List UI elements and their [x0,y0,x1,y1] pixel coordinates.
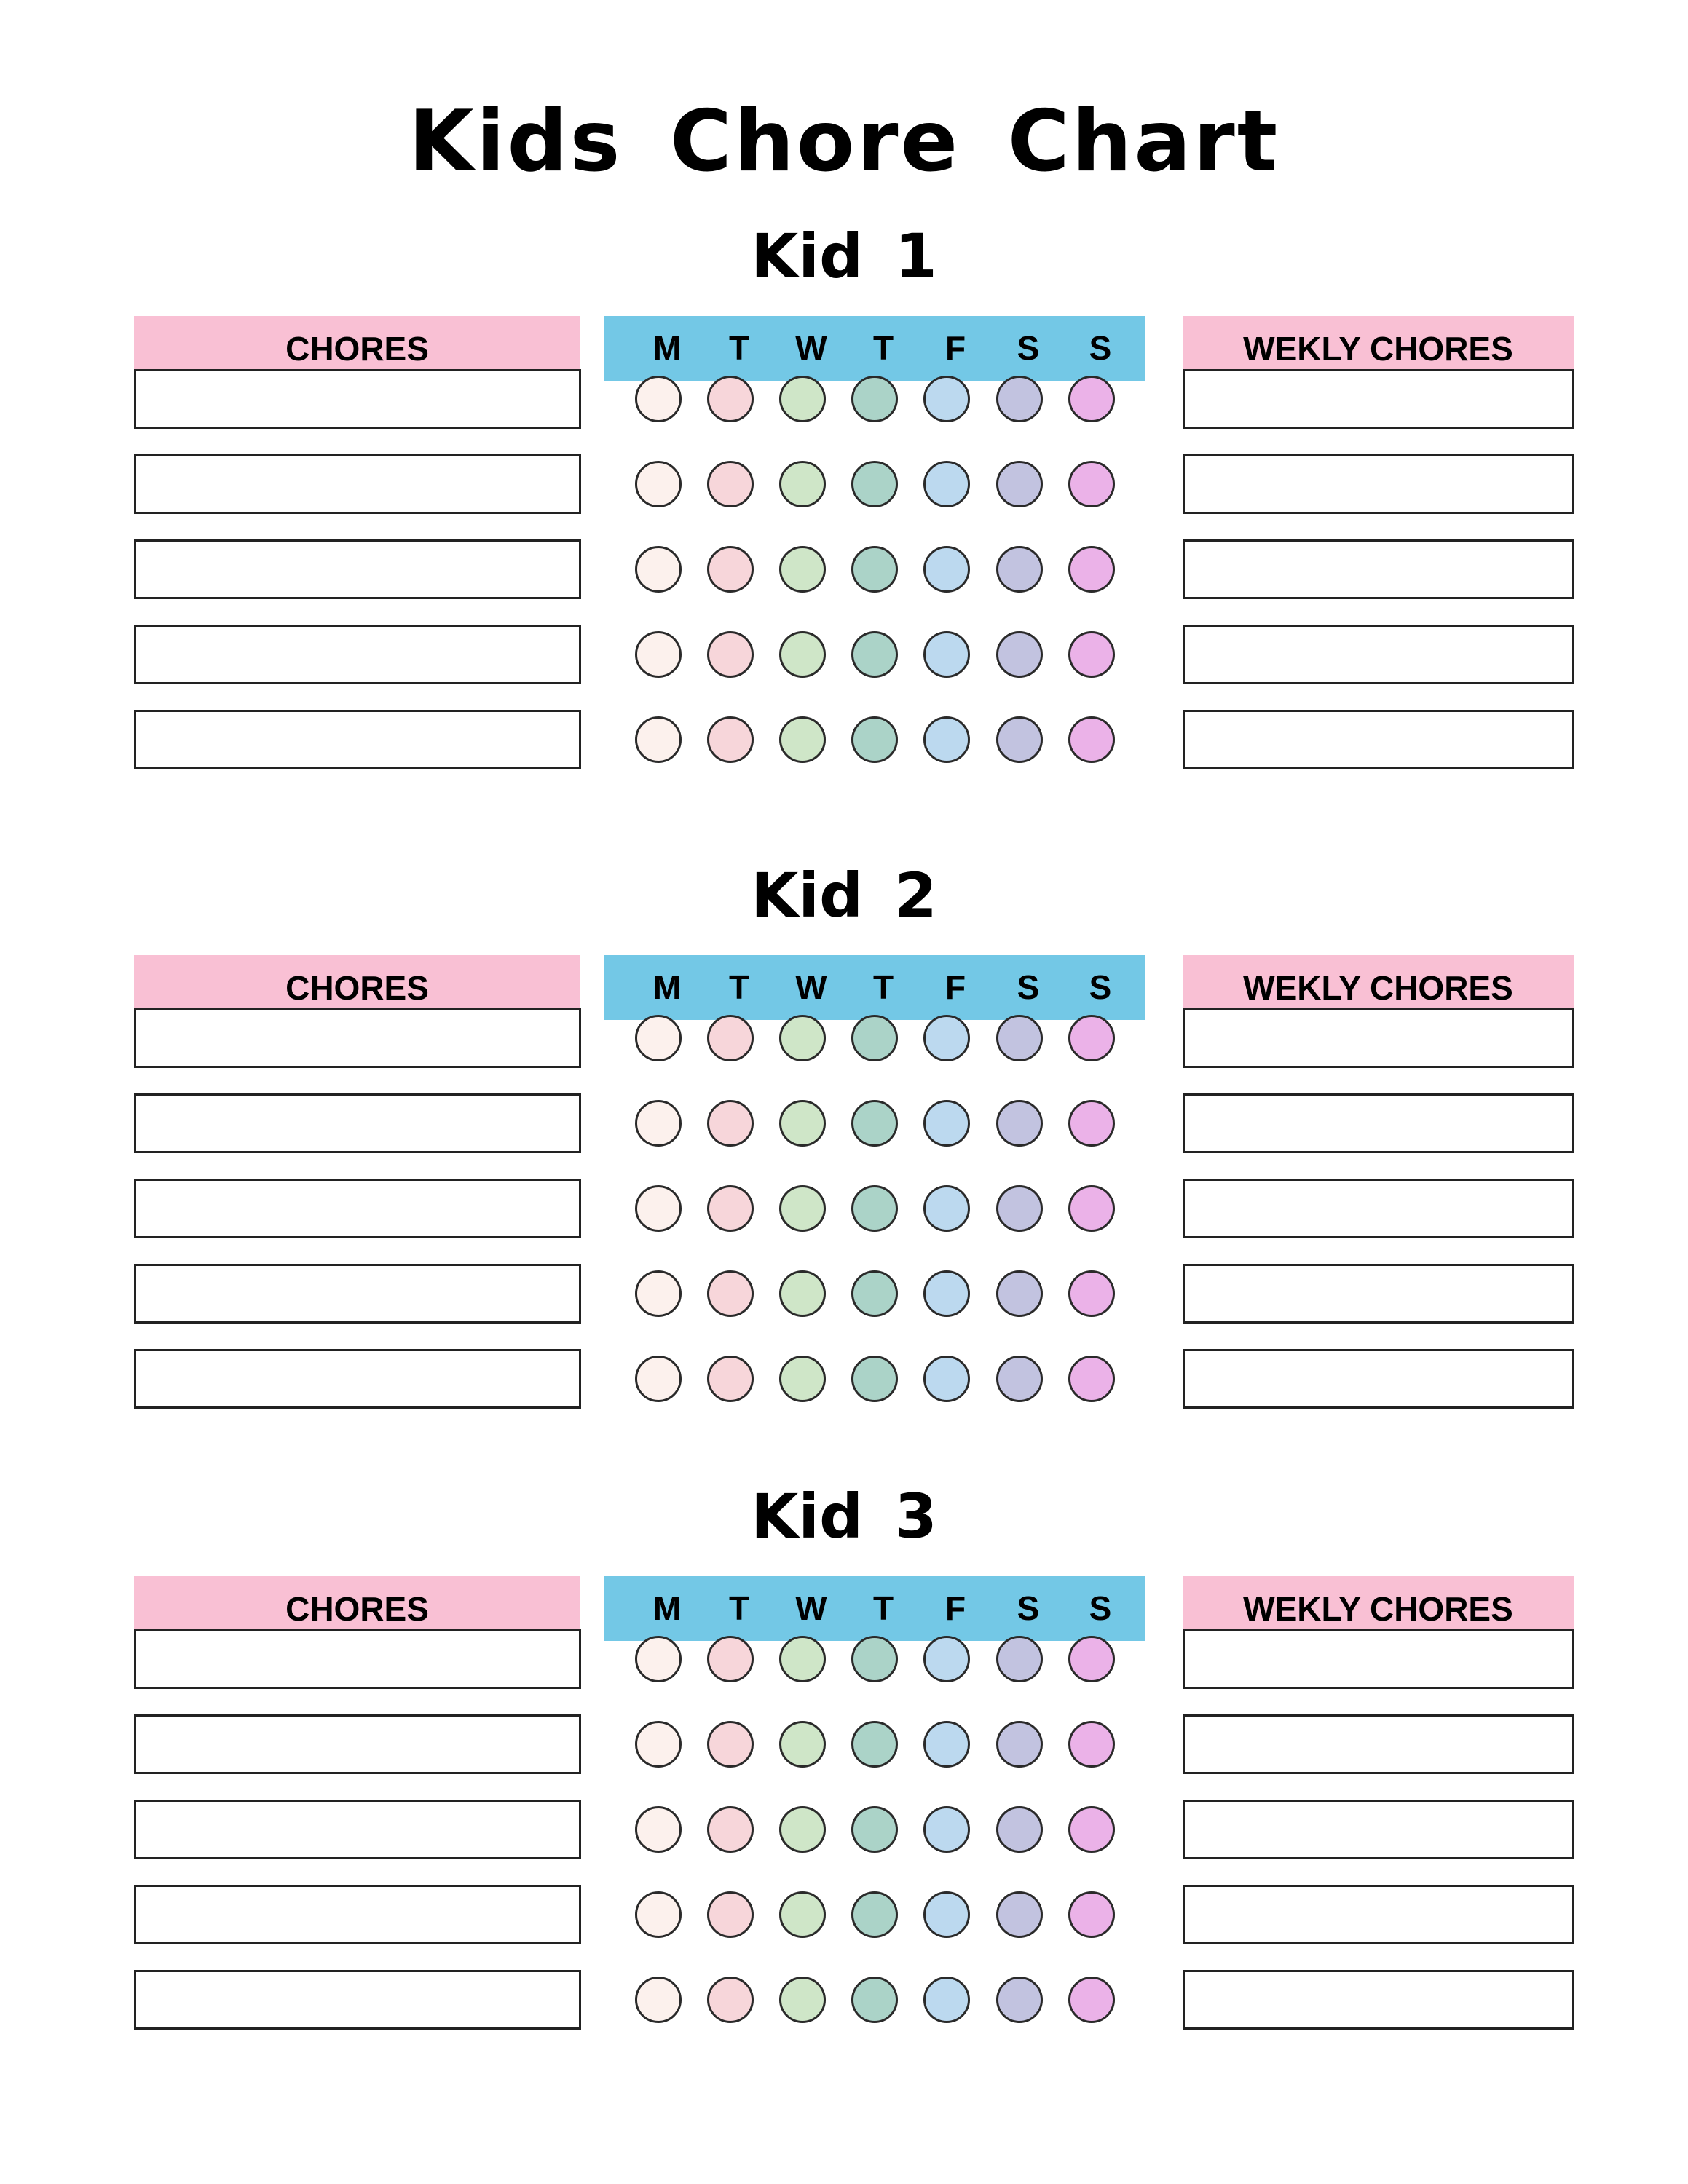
day-checkbox[interactable] [1068,1891,1115,1938]
weekly-chore-entry-field[interactable] [1183,1800,1574,1859]
weekly-chore-entry-field[interactable] [1183,710,1574,769]
day-checkbox[interactable] [707,461,754,507]
day-checkbox[interactable] [923,1636,970,1682]
day-checkbox[interactable] [779,1185,826,1232]
day-checkbox[interactable] [635,716,682,763]
day-checkbox[interactable] [779,461,826,507]
day-checkbox[interactable] [635,631,682,678]
day-checkbox[interactable] [851,1100,898,1147]
day-checkbox[interactable] [923,546,970,593]
day-checkbox[interactable] [779,1356,826,1402]
day-checkbox[interactable] [779,1977,826,2023]
days-header [604,1576,1145,1641]
day-checkbox[interactable] [996,1891,1043,1938]
day-label: T [872,968,894,1006]
day-checkbox[interactable] [851,1806,898,1853]
day-checkbox[interactable] [923,1977,970,2023]
day-label: S [1089,968,1112,1006]
day-checkbox[interactable] [707,1806,754,1853]
day-checkbox[interactable] [707,1721,754,1768]
day-checkbox[interactable] [779,1015,826,1061]
day-checkbox[interactable] [851,631,898,678]
day-checkbox[interactable] [996,1100,1043,1147]
weekly-chores-header: WEKLY CHORES [1183,1576,1574,1641]
weekly-chore-entry-field[interactable] [1183,1714,1574,1774]
chore-entry-field[interactable] [134,1093,581,1153]
day-checkbox[interactable] [779,631,826,678]
day-checkbox[interactable] [779,1270,826,1317]
day-checkbox[interactable] [851,461,898,507]
day-checkbox[interactable] [923,1806,970,1853]
day-label: T [728,1589,750,1627]
day-checkbox[interactable] [923,1015,970,1061]
day-checkbox[interactable] [1068,376,1115,422]
day-checkbox[interactable] [635,546,682,593]
day-label: S [1089,329,1112,367]
day-checkbox[interactable] [635,1891,682,1938]
weekly-chore-entry-field[interactable] [1183,1629,1574,1689]
days-header [604,955,1145,1020]
kid-section [0,223,1688,878]
day-checkbox[interactable] [707,546,754,593]
day-checkbox[interactable] [1068,631,1115,678]
day-checkbox[interactable] [923,1721,970,1768]
chore-entry-field[interactable] [134,1629,581,1689]
day-checkbox[interactable] [779,376,826,422]
day-checkbox[interactable] [996,376,1043,422]
day-checkbox[interactable] [707,716,754,763]
weekly-chore-entry-field[interactable] [1183,625,1574,684]
day-checkbox[interactable] [1068,461,1115,507]
day-checkbox[interactable] [996,1636,1043,1682]
chore-entry-field[interactable] [134,539,581,599]
weekly-chore-entry-field[interactable] [1183,454,1574,514]
day-checkbox[interactable] [1068,1721,1115,1768]
chore-entry-field[interactable] [134,1264,581,1324]
weekly-chore-entry-field[interactable] [1183,1008,1574,1068]
weekly-chore-entry-field[interactable] [1183,369,1574,429]
day-checkbox[interactable] [635,1636,682,1682]
kid-section [0,1483,1688,2138]
day-label: W [795,1589,827,1627]
day-checkbox[interactable] [707,1185,754,1232]
day-checkbox[interactable] [635,1356,682,1402]
day-label: W [795,329,827,367]
day-label: W [795,968,827,1006]
day-checkbox[interactable] [779,716,826,763]
chore-entry-field[interactable] [134,1714,581,1774]
day-label: T [728,329,750,367]
day-checkbox[interactable] [996,1015,1043,1061]
chore-entry-field[interactable] [134,369,581,429]
day-checkbox[interactable] [635,1185,682,1232]
day-checkbox[interactable] [779,1100,826,1147]
day-checkbox[interactable] [779,1891,826,1938]
day-checkbox[interactable] [996,1356,1043,1402]
day-checkbox[interactable] [779,546,826,593]
day-label: S [1017,968,1040,1006]
day-checkbox[interactable] [635,376,682,422]
day-checkbox[interactable] [851,1636,898,1682]
chore-entry-field[interactable] [134,1800,581,1859]
day-checkbox[interactable] [851,1185,898,1232]
day-checkbox[interactable] [779,1806,826,1853]
chore-entry-field[interactable] [134,625,581,684]
day-label: M [652,1589,682,1627]
day-checkbox[interactable] [635,1015,682,1061]
day-label: F [944,1589,966,1627]
day-checkbox[interactable] [851,716,898,763]
day-checkbox[interactable] [635,1806,682,1853]
day-label: S [1017,1589,1040,1627]
page-title: Kids Chore Chart [408,92,1280,191]
day-checkbox[interactable] [635,1270,682,1317]
day-checkbox[interactable] [996,1185,1043,1232]
chores-header: CHORES [134,955,580,1020]
day-checkbox[interactable] [996,546,1043,593]
day-checkbox[interactable] [923,1100,970,1147]
day-label: M [652,329,682,367]
weekly-chore-entry-field[interactable] [1183,539,1574,599]
chores-header: CHORES [134,1576,580,1641]
chore-entry-field[interactable] [134,1179,581,1238]
day-label: T [872,1589,894,1627]
day-label: T [872,329,894,367]
chore-entry-field[interactable] [134,1885,581,1944]
day-checkbox[interactable] [1068,1806,1115,1853]
day-checkbox[interactable] [996,1721,1043,1768]
day-checkbox[interactable] [851,1977,898,2023]
day-label: F [944,968,966,1006]
day-checkbox[interactable] [635,1721,682,1768]
day-checkbox[interactable] [1068,716,1115,763]
day-checkbox[interactable] [923,461,970,507]
day-checkbox[interactable] [1068,1356,1115,1402]
day-checkbox[interactable] [1068,1977,1115,2023]
day-checkbox[interactable] [1068,1185,1115,1232]
chore-entry-field[interactable] [134,454,581,514]
day-checkbox[interactable] [707,1100,754,1147]
chore-entry-field[interactable] [134,1970,581,2030]
day-checkbox[interactable] [851,1270,898,1317]
weekly-chore-entry-field[interactable] [1183,1349,1574,1409]
day-checkbox[interactable] [635,1977,682,2023]
day-checkbox[interactable] [635,461,682,507]
weekly-chore-entry-field[interactable] [1183,1264,1574,1324]
days-header [604,316,1145,381]
kid-section [0,862,1688,1517]
day-checkbox[interactable] [923,1356,970,1402]
day-checkbox[interactable] [707,1270,754,1317]
kid-title: Kid 2 [751,860,937,931]
day-checkbox[interactable] [996,1977,1043,2023]
day-checkbox[interactable] [996,716,1043,763]
day-checkbox[interactable] [1068,1015,1115,1061]
day-checkbox[interactable] [1068,1100,1115,1147]
day-label: T [728,968,750,1006]
day-checkbox[interactable] [923,1185,970,1232]
kid-title: Kid 3 [751,1481,937,1552]
kid-title: Kid 1 [751,221,937,292]
day-checkbox[interactable] [1068,546,1115,593]
day-checkbox[interactable] [851,546,898,593]
day-checkbox[interactable] [1068,1636,1115,1682]
weekly-chores-header: WEKLY CHORES [1183,955,1574,1020]
day-checkbox[interactable] [923,376,970,422]
chore-entry-field[interactable] [134,710,581,769]
day-checkbox[interactable] [923,1270,970,1317]
day-label: M [652,968,682,1006]
day-checkbox[interactable] [923,1891,970,1938]
day-checkbox[interactable] [707,376,754,422]
weekly-chore-entry-field[interactable] [1183,1179,1574,1238]
day-checkbox[interactable] [635,1100,682,1147]
day-checkbox[interactable] [1068,1270,1115,1317]
day-checkbox[interactable] [923,716,970,763]
day-checkbox[interactable] [851,1356,898,1402]
chore-entry-field[interactable] [134,1008,581,1068]
weekly-chore-entry-field[interactable] [1183,1093,1574,1153]
day-checkbox[interactable] [996,1270,1043,1317]
day-label: S [1017,329,1040,367]
day-checkbox[interactable] [851,1891,898,1938]
day-checkbox[interactable] [707,1015,754,1061]
day-checkbox[interactable] [996,1806,1043,1853]
day-label: F [944,329,966,367]
day-checkbox[interactable] [707,1891,754,1938]
day-checkbox[interactable] [851,376,898,422]
day-checkbox[interactable] [707,1356,754,1402]
day-checkbox[interactable] [851,1721,898,1768]
weekly-chore-entry-field[interactable] [1183,1885,1574,1944]
day-checkbox[interactable] [996,631,1043,678]
day-checkbox[interactable] [996,461,1043,507]
day-checkbox[interactable] [707,631,754,678]
day-checkbox[interactable] [707,1636,754,1682]
weekly-chore-entry-field[interactable] [1183,1970,1574,2030]
day-checkbox[interactable] [779,1721,826,1768]
weekly-chores-header: WEKLY CHORES [1183,316,1574,381]
chores-header: CHORES [134,316,580,381]
chore-entry-field[interactable] [134,1349,581,1409]
day-checkbox[interactable] [851,1015,898,1061]
day-checkbox[interactable] [707,1977,754,2023]
day-label: S [1089,1589,1112,1627]
day-checkbox[interactable] [923,631,970,678]
day-checkbox[interactable] [779,1636,826,1682]
